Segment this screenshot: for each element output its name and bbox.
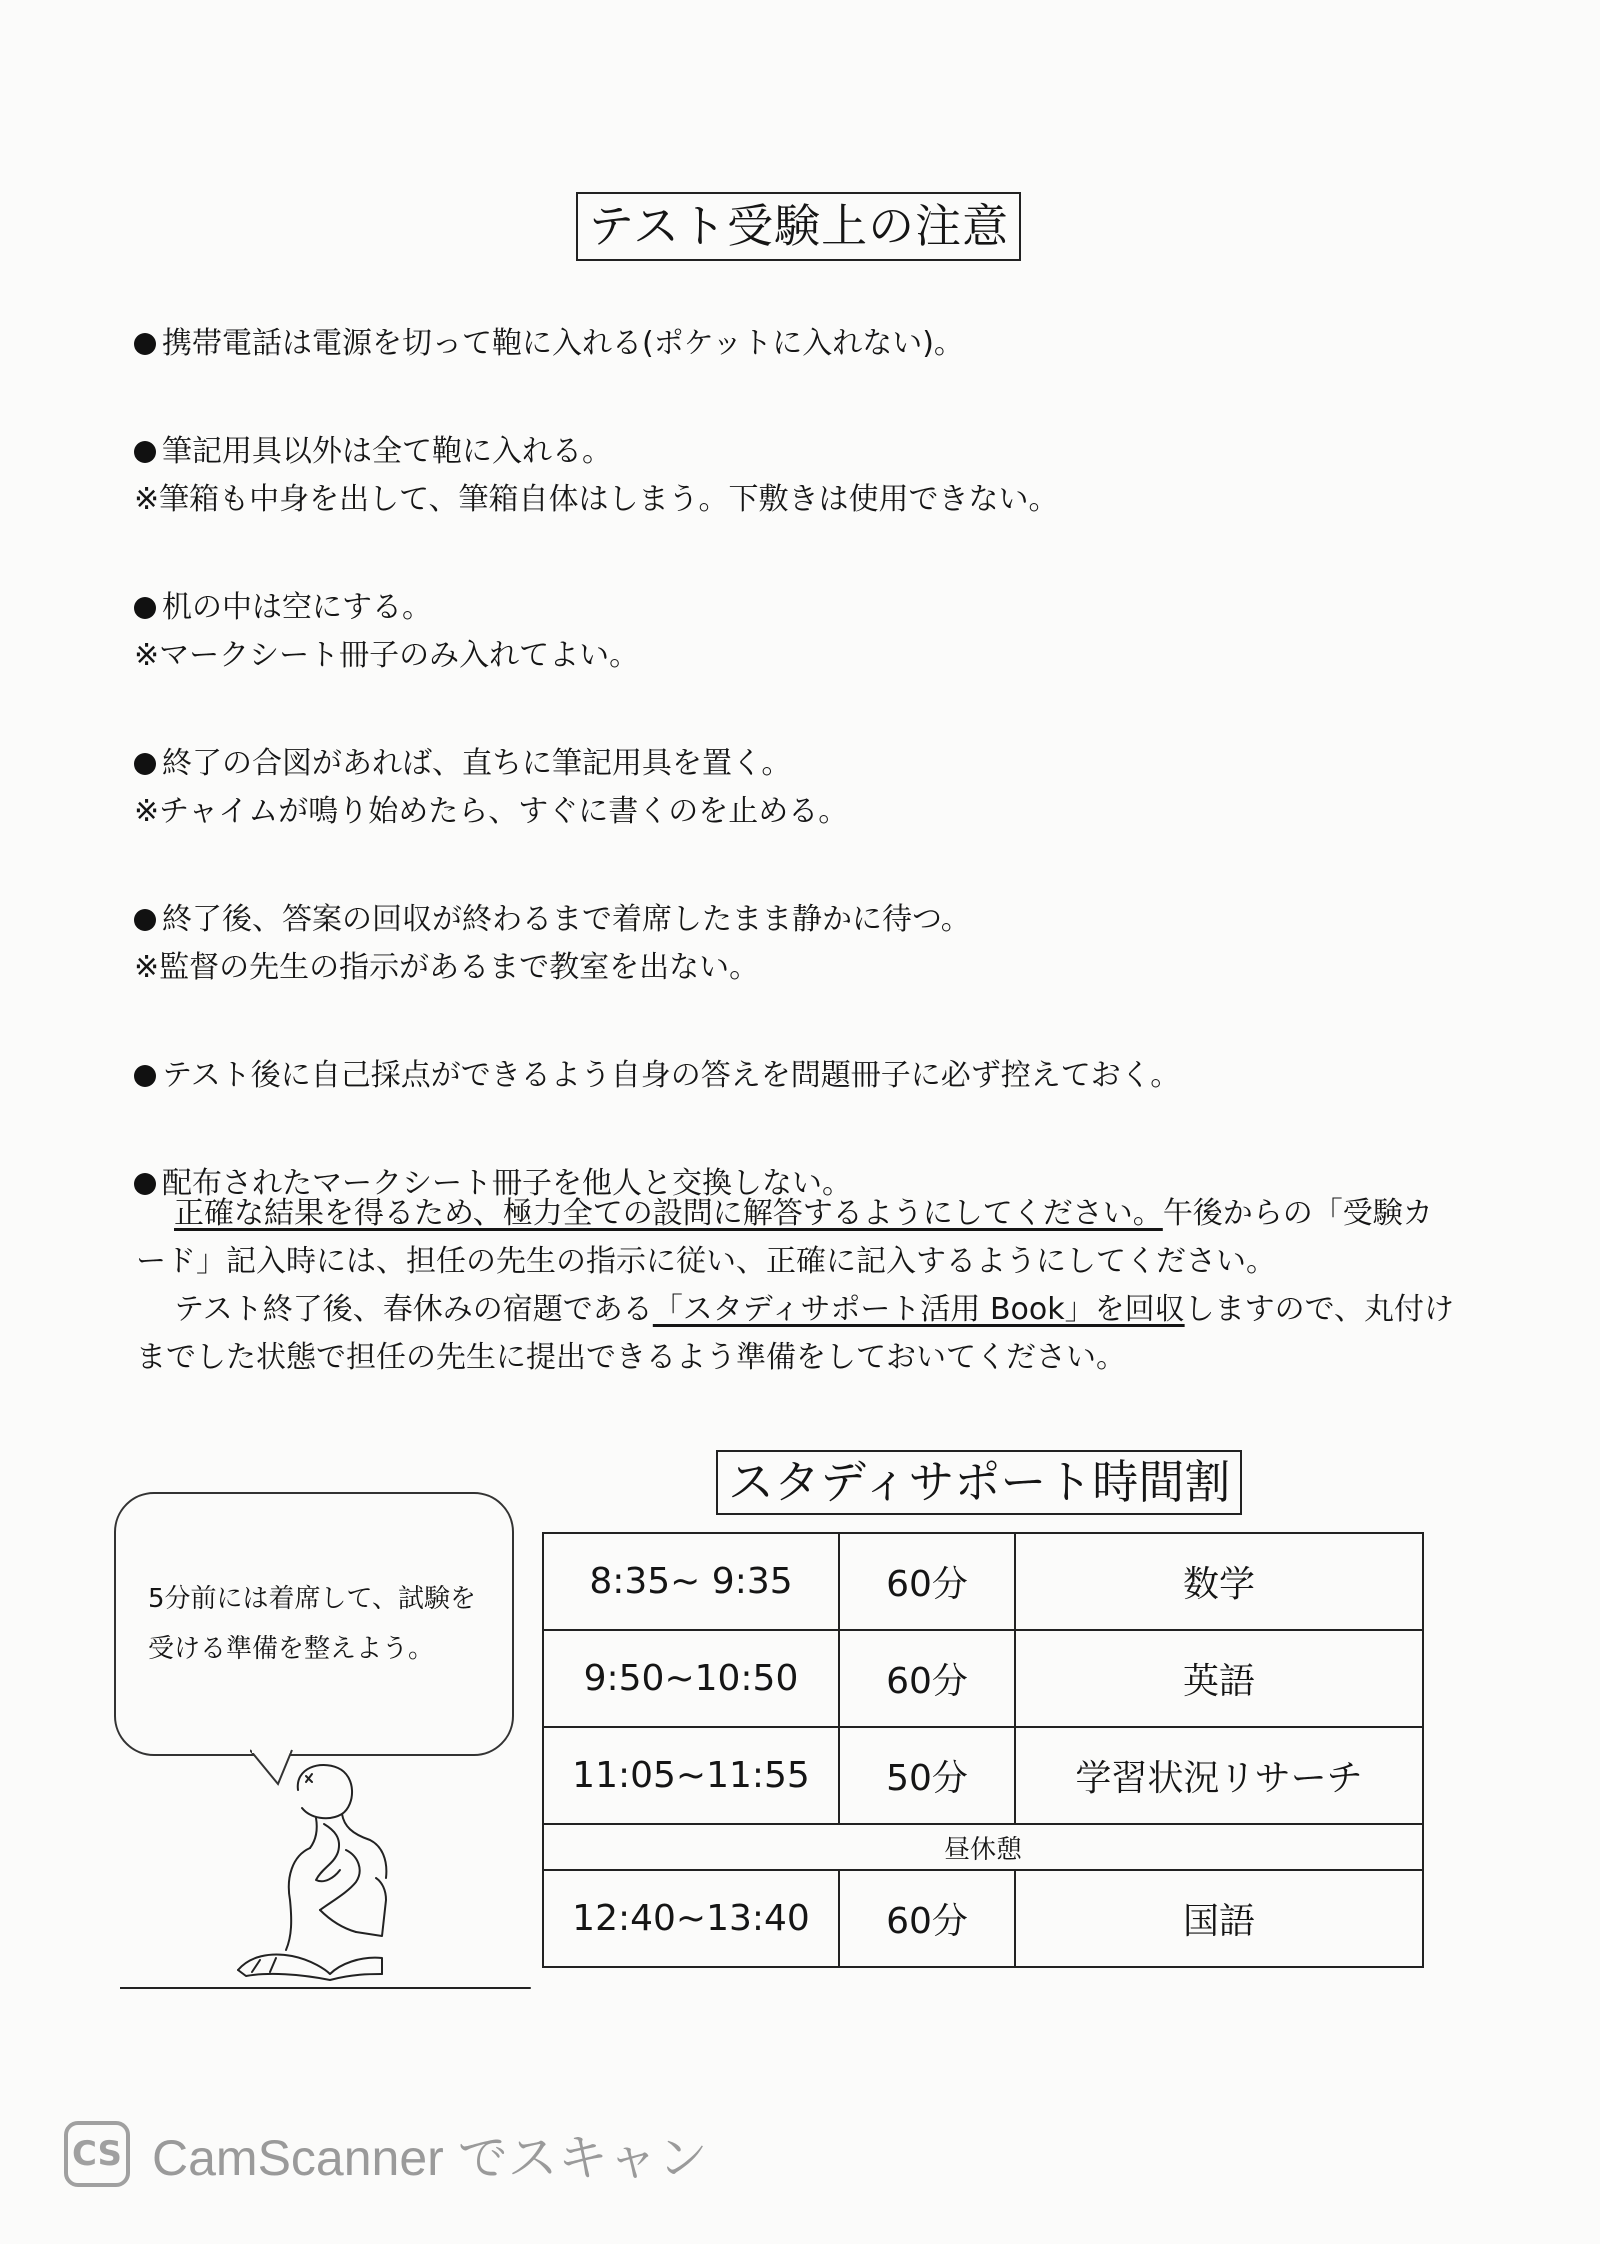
speech-bubble — [114, 1492, 514, 1756]
rule-note: ※筆箱も中身を出して、筆箱自体はしまう。下敷きは使用できない。 — [134, 482, 1059, 517]
duration-cell: 60分 — [839, 1533, 1015, 1630]
schedule-title: スタディサポート時間割 — [716, 1450, 1242, 1515]
rule-item — [134, 320, 1464, 368]
rule-note: ※マークシート冊子のみ入れてよい。 — [134, 638, 640, 673]
table-row — [543, 1630, 1423, 1727]
rule-note: ※チャイムが鳴り始めたら、すぐに書くのを止める。 — [134, 794, 849, 829]
camscanner-logo-icon: CS — [64, 2121, 130, 2187]
duration-cell: 60分 — [839, 1630, 1015, 1727]
rule-item — [134, 428, 1464, 524]
schedule-table — [542, 1532, 1424, 1968]
subject-cell: 国語 — [1015, 1870, 1423, 1967]
paragraph: テスト終了後、春休みの宿題である「スタディサポート活用 Book」を回収しますので、丸付けまでした状態で担任の先生に提出できるよう準備をしておいてください。 — [136, 1292, 1455, 1375]
table-row — [543, 1870, 1423, 1967]
paragraph: 正確な結果を得るため、極力全ての設問に解答するようにしてください。午後からの「受験カード」記入時には、担任の先生の指示に従い、正確に記入するようにしてください。 — [136, 1196, 1433, 1279]
rule-item — [134, 740, 1464, 836]
bullet-icon — [134, 753, 156, 775]
watermark-text: CamScanner でスキャン — [152, 2130, 708, 2186]
table-row — [543, 1533, 1423, 1630]
subject-cell: 数学 — [1015, 1533, 1423, 1630]
bullet-icon — [134, 909, 156, 931]
time-cell: 12:40~13:40 — [543, 1870, 839, 1967]
rule-text: テスト後に自己採点ができるよう自身の答えを問題冊子に必ず控えておく。 — [162, 1058, 1181, 1093]
underlined-text: 「スタディサポート活用 Book」を回収 — [652, 1292, 1185, 1327]
bullet-icon — [134, 597, 156, 619]
rules-list — [134, 320, 1464, 1268]
underlined-text: 正確な結果を得るため、極力全ての設問に解答するようにしてください。 — [174, 1196, 1163, 1231]
duration-cell: 50分 — [839, 1727, 1015, 1824]
student-studying-icon — [120, 1760, 540, 1990]
subject-cell: 学習状況リサーチ — [1015, 1727, 1423, 1824]
rule-text: 終了の合図があれば、直ちに筆記用具を置く。 — [162, 746, 792, 781]
rule-note: ※監督の先生の指示があるまで教室を出ない。 — [134, 950, 760, 985]
rule-text: 携帯電話は電源を切って鞄に入れる(ポケットに入れない)。 — [162, 326, 964, 361]
rule-text: 筆記用具以外は全て鞄に入れる。 — [162, 434, 612, 469]
rule-item — [134, 584, 1464, 680]
rule-item — [134, 896, 1464, 992]
rule-text: 配布されたマークシート冊子を他人と交換しない。 — [162, 1166, 852, 1201]
lunch-cell: 昼休憩 — [543, 1824, 1423, 1870]
duration-cell: 60分 — [839, 1870, 1015, 1967]
rule-text: 机の中は空にする。 — [162, 590, 432, 625]
bullet-icon — [134, 1065, 156, 1087]
rule-text: 終了後、答案の回収が終わるまで着席したまま静かに待つ。 — [162, 902, 971, 937]
rule-item — [134, 1052, 1464, 1100]
bubble-text: 5分前には着席して、試験を受ける準備を整えよう。 — [148, 1584, 477, 1664]
time-cell: 9:50~10:50 — [543, 1630, 839, 1727]
bullet-icon — [134, 333, 156, 355]
time-cell: 11:05~11:55 — [543, 1727, 839, 1824]
time-cell: 8:35~ 9:35 — [543, 1533, 839, 1630]
camscanner-watermark — [64, 2118, 708, 2190]
table-row — [543, 1727, 1423, 1824]
instructions-paragraphs — [136, 1190, 1456, 1382]
page-title: テスト受験上の注意 — [576, 192, 1021, 261]
bullet-icon — [134, 441, 156, 463]
subject-cell: 英語 — [1015, 1630, 1423, 1727]
lunch-row — [543, 1824, 1423, 1870]
